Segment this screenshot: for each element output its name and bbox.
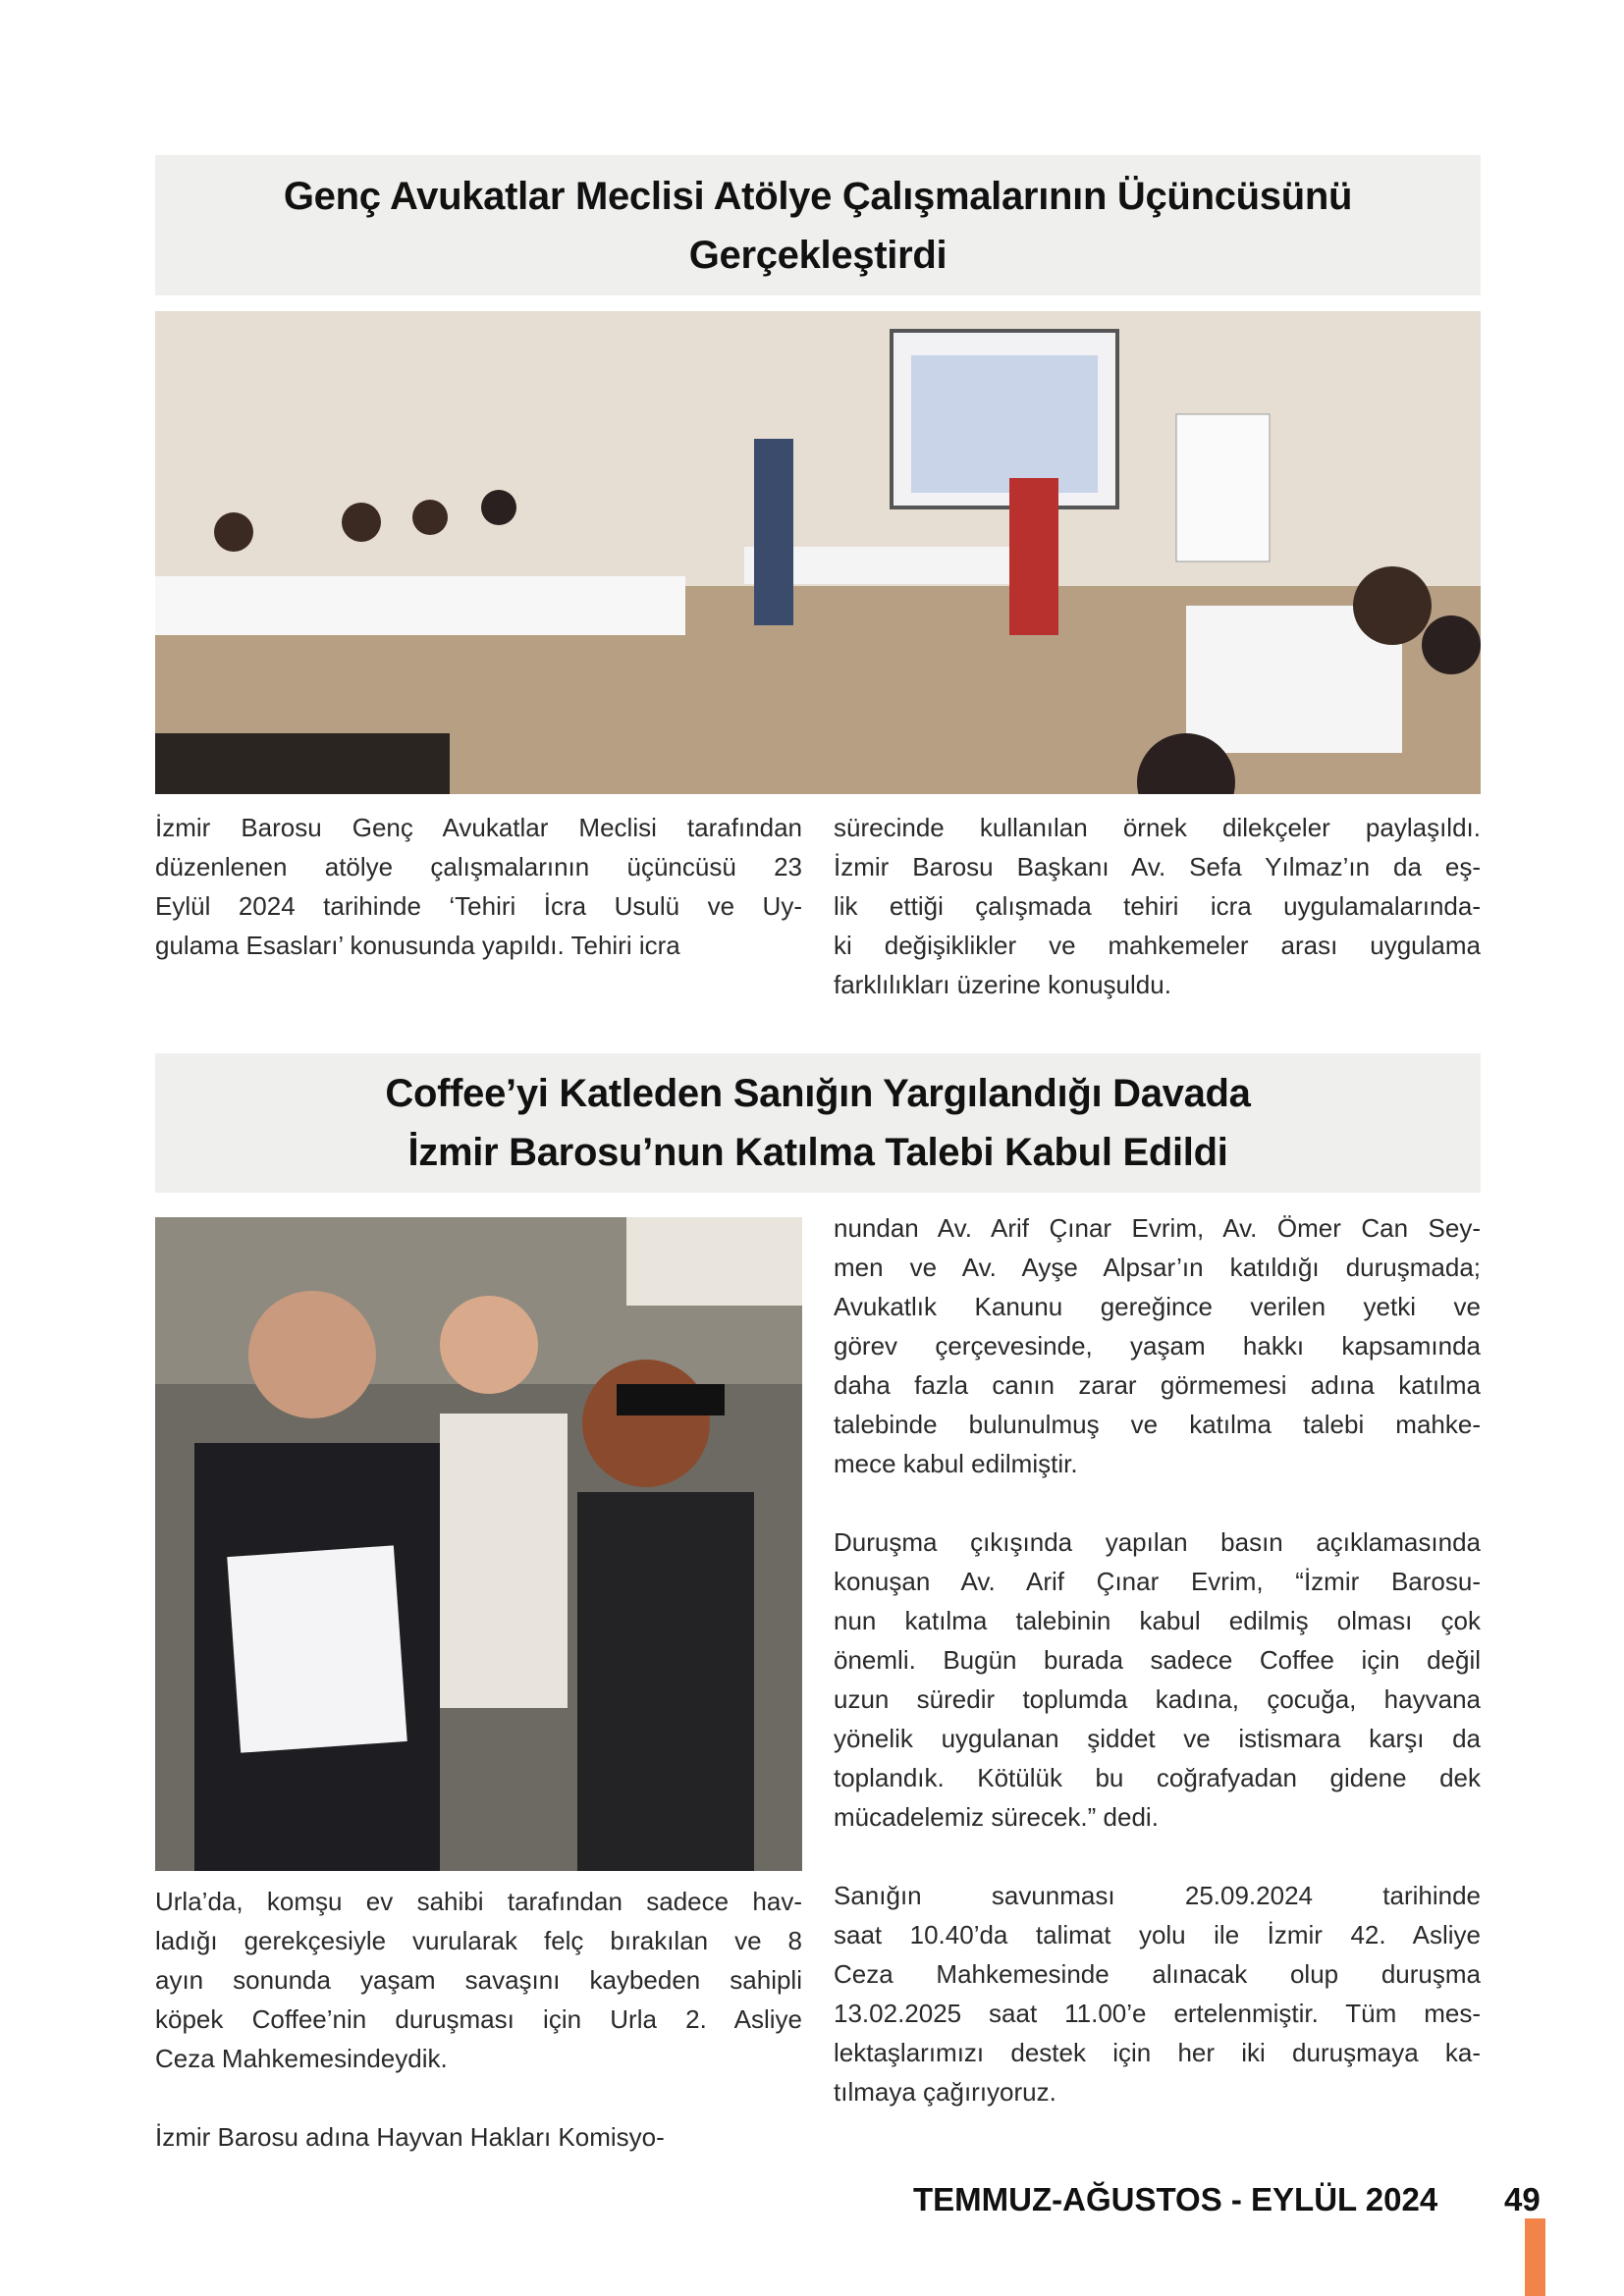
body-text-line: Duruşma çıkışında yapılan basın açıklamasında xyxy=(834,1527,1481,1557)
body-text-line: ayın sonunda yaşam savaşını kaybeden sahipli xyxy=(155,1965,802,1995)
body-text-line: nundan Av. Arif Çınar Evrim, Av. Ömer Can Sey- xyxy=(834,1213,1481,1243)
body-text-line: konuşan Av. Arif Çınar Evrim, “İzmir Barosu- xyxy=(834,1567,1481,1596)
body-text-line: İzmir Barosu Genç Avukatlar Meclisi tarafından xyxy=(155,813,802,842)
body-text-line: men ve Av. Ayşe Alpsar’ın katıldığı duruşmada; xyxy=(834,1253,1481,1282)
body-text-line: görev çerçevesinde, yaşam hakkı kapsamında xyxy=(834,1331,1481,1361)
body-text-line: mücadelemiz sürecek.” dedi. xyxy=(834,1802,1159,1832)
page-number: 49 xyxy=(1504,2181,1541,2217)
workshop-photo xyxy=(155,311,1481,794)
body-text-line: Eylül 2024 tarihinde ‘Tehiri İcra Usulü ve Uy- xyxy=(155,891,802,921)
body-text-line: lik ettiği çalışmada tehiri icra uygulamalarında- xyxy=(834,891,1481,921)
article1-title-line: Genç Avukatlar Meclisi Atölye Çalışmalarının Üçüncüsünü xyxy=(283,174,1353,218)
article2-title-line: Coffee’yi Katleden Sanığın Yargılandığı Davada xyxy=(385,1072,1251,1115)
body-text-line: yönelik uygulanan şiddet ve istismara karşı da xyxy=(834,1724,1481,1753)
article1-right-column xyxy=(834,808,1481,1004)
paragraph-gap xyxy=(155,2078,802,2117)
article2-title-box xyxy=(155,1053,1481,1193)
article2-right-column xyxy=(834,1208,1481,2111)
body-text-line: İzmir Barosu Başkanı Av. Sefa Yılmaz’ın da eş- xyxy=(834,852,1481,881)
body-text-line: düzenlenen atölye çalışmalarının üçüncüsü 23 xyxy=(155,852,802,881)
article1-left-column xyxy=(155,808,802,965)
body-text-line: gulama Esasları’ konusunda yapıldı. Tehiri icra xyxy=(155,931,680,960)
body-text-line: farklılıkları üzerine konuşuldu. xyxy=(834,970,1171,999)
body-text-line: 13.02.2025 saat 11.00’e ertelenmiştir. Tüm mes- xyxy=(834,1999,1481,2028)
body-text-line: Urla’da, komşu ev sahibi tarafından sadece hav- xyxy=(155,1887,802,1916)
body-text-line: tılmaya çağırıyoruz. xyxy=(834,2077,1056,2107)
page-accent-bar xyxy=(1525,2218,1545,2296)
body-text-line: Ceza Mahkemesindeydik. xyxy=(155,2044,448,2073)
body-text-line: talebinde bulunulmuş ve katılma talebi mahke- xyxy=(834,1410,1481,1439)
body-text-line: ladığı gerekçesiyle vurularak felç bırakılan ve 8 xyxy=(155,1926,802,1955)
body-text-line: Avukatlık Kanunu gereğince verilen yetki ve xyxy=(834,1292,1481,1321)
body-text-line: önemli. Bugün burada sadece Coffee için değil xyxy=(834,1645,1481,1675)
body-text-line: uzun süredir toplumda kadına, çocuğa, hayvana xyxy=(834,1684,1481,1714)
body-text-line: toplandık. Kötülük bu coğrafyadan gidene dek xyxy=(834,1763,1481,1792)
body-text-line: Ceza Mahkemesinde alınacak olup duruşma xyxy=(834,1959,1481,1989)
issue-label: TEMMUZ-AĞUSTOS - EYLÜL 2024 xyxy=(913,2181,1438,2217)
paragraph-gap xyxy=(834,1837,1481,1876)
article2-left-column xyxy=(155,1882,802,2157)
article1-title-box xyxy=(155,155,1481,295)
body-text-line: Sanığın savunması 25.09.2024 tarihinde xyxy=(834,1881,1481,1910)
body-text-line: mece kabul edilmiştir. xyxy=(834,1449,1078,1478)
body-text-line: saat 10.40’da talimat yolu ile İzmir 42. Asliye xyxy=(834,1920,1481,1949)
body-text-line: İzmir Barosu adına Hayvan Hakları Komisyo- xyxy=(155,2122,665,2152)
body-text-line: sürecinde kullanılan örnek dilekçeler paylaşıldı. xyxy=(834,813,1481,842)
paragraph-gap xyxy=(834,1483,1481,1522)
body-text-line: lektaşlarımızı destek için her iki duruşmaya ka- xyxy=(834,2038,1481,2067)
body-text-line: nun katılma talebinin kabul edilmiş olması çok xyxy=(834,1606,1481,1635)
body-text-line: köpek Coffee’nin duruşması için Urla 2. Asliye xyxy=(155,2004,802,2034)
article1-title-line: Gerçekleştirdi xyxy=(688,233,947,277)
press-statement-photo xyxy=(155,1217,802,1871)
article2-title-line: İzmir Barosu’nun Katılma Talebi Kabul Edildi xyxy=(407,1131,1228,1174)
body-text-line: ki değişiklikler ve mahkemeler arası uygulama xyxy=(834,931,1481,960)
body-text-line: daha fazla canın zarar görmemesi adına katılma xyxy=(834,1370,1481,1400)
